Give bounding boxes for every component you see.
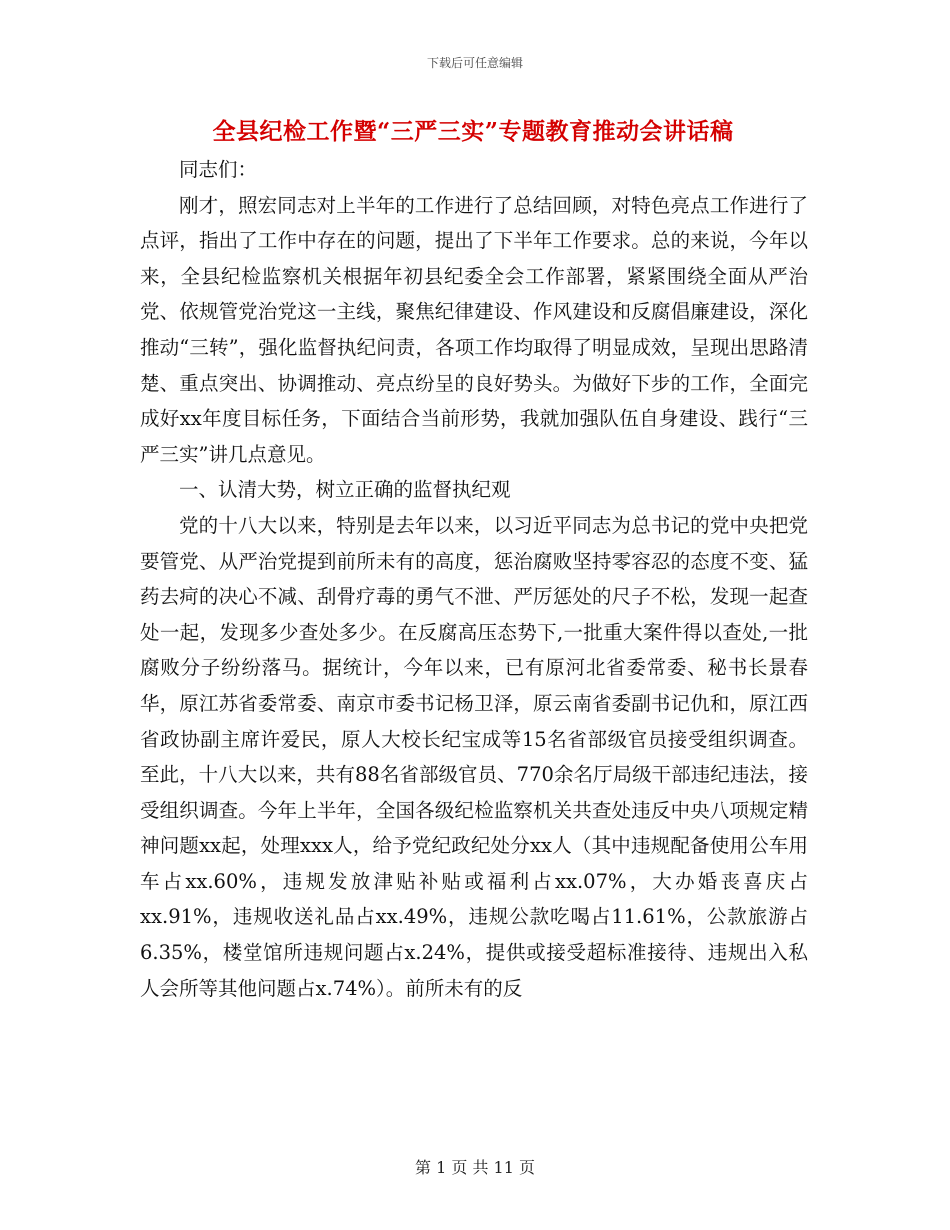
salutation: 同志们： [179, 158, 258, 181]
document-title: 全县纪检工作暨“三严三实”专题教育推动会讲话稿 [212, 118, 734, 145]
paragraph-section-1: 党的十八大以来，特别是去年以来，以习近平同志为总书记的党中央把党要管党、从严治党提到前所未有的高度，惩治腐败坚持零容忍的态度不变、猛药去疴的决心不减、刮骨疗毒的勇气不泄、严厉惩处的尺子不松，发现一起查处一起，发现多少查处多少。在反腐高压态势下,一批重大案件得以查处,一批腐败分子纷纷落马。据统计，今年以来，已有原河北省委常委、秘书长景春华，原江苏省委常委、南京市委书记杨卫泽，原云南省委副书记仇和，原江西省政协副主席许爱民，原人大校长纪宝成等15名省部级官员接受组织调查。至此，十八大以来，共有88名省部级官员、770余名厅局级干部违纪违法，接受组织调查。今年上半年，全国各级纪检监察机关共查处违反中央八项规定精神问题xx起，处理xxx人，给予党纪政纪处分xx人（其中违规配备使用公车用车占xx.60%，违规发放津贴补贴或福利占xx.07%，大办婚丧喜庆占xx.91%，违规收送礼品占xx.49%，违规公款吃喝占11.61%，公款旅游占6.35%，楼堂馆所违规问题占x.24%，提供或接受超标准接待、违规出入私人会所等其他问题占x.74%）。前所未有的反 [140, 513, 808, 1000]
page-number-footer: 第 1 页 共 11 页 [415, 1158, 535, 1177]
header-note: 下载后可任意编辑 [426, 56, 523, 70]
document-body [140, 152, 808, 1006]
section-heading-1: 一、认清大势，树立正确的监督执纪观 [179, 478, 511, 502]
paragraph-intro: 刚才，照宏同志对上半年的工作进行了总结回顾，对特色亮点工作进行了点评，指出了工作中存在的问题，提出了下半年工作要求。总的来说，今年以来，全县纪检监察机关根据年初县纪委全会工作部署，紧紧围绕全面从严治党、依规管党治党这一主线，聚焦纪律建设、作风建设和反腐倡廉建设，深化推动“三转”，强化监督执纪问责，各项工作均取得了明显成效，呈现出思路清楚、重点突出、协调推动、亮点纷呈的良好势头。为做好下步的工作，全面完成好xx年度目标任务，下面结合当前形势，我就加强队伍自身建设、践行“三严三实”讲几点意见。 [140, 193, 808, 466]
